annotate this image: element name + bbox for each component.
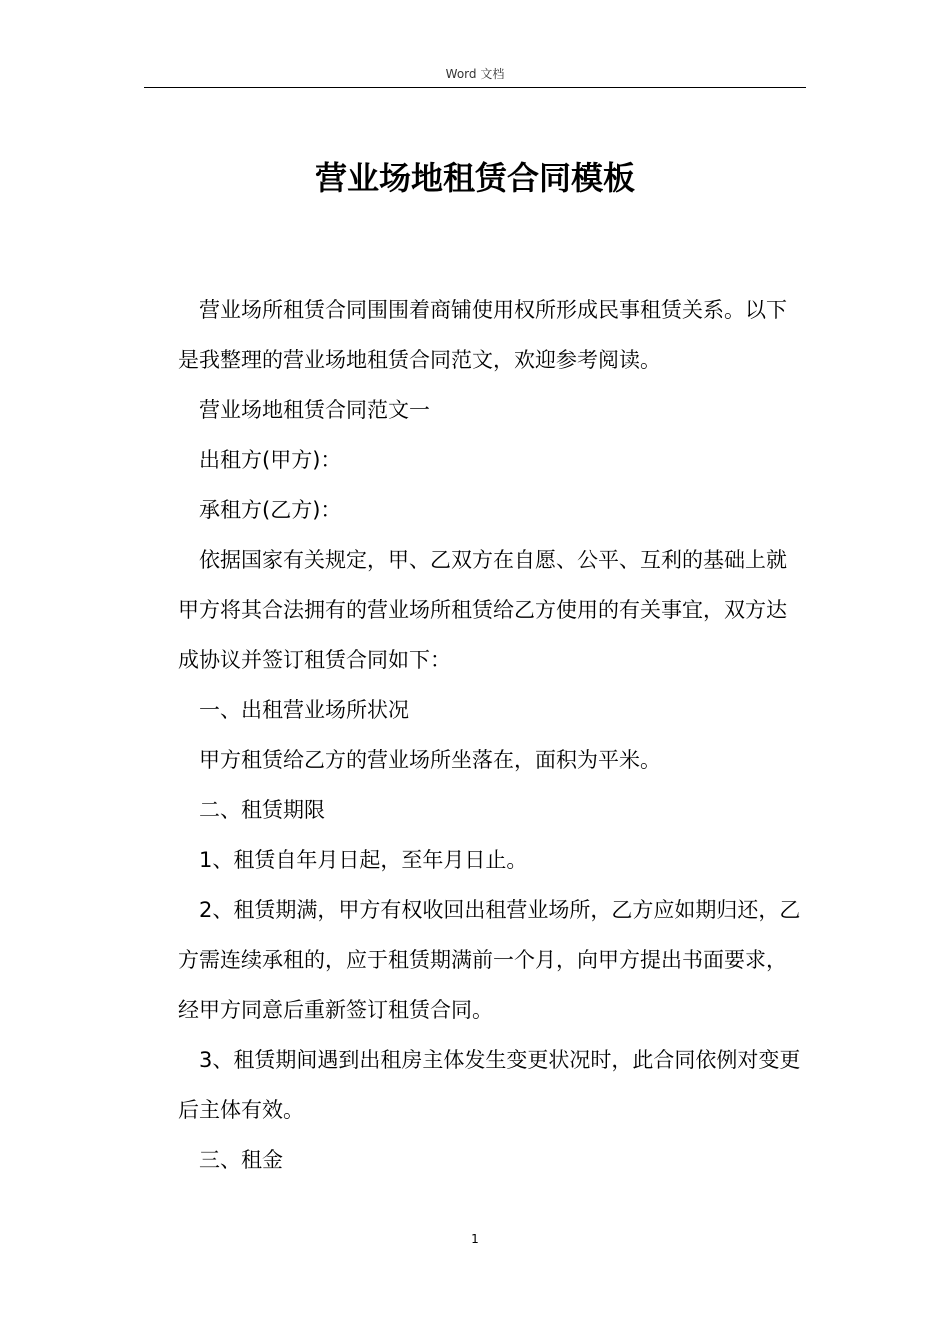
agreement-preamble: 依据国家有关规定，甲、乙双方在自愿、公平、互利的基础上就甲方将其合法拥有的营业场所租赁给乙方使用的有关事宜，双方达成协议并签订租赁合同如下：	[178, 548, 787, 672]
intro-paragraph: 营业场所租赁合同围围着商铺使用权所形成民事租赁关系。以下是我整理的营业场地租赁合同范文，欢迎参考阅读。	[178, 298, 787, 372]
page-number: 1	[471, 1232, 479, 1246]
page-header-label: Word 文档	[445, 67, 505, 81]
term-clause-1: 1、租赁自年月日起，至年月日止。	[199, 848, 528, 872]
section-heading-premises: 一、出租营业场所状况	[199, 698, 409, 722]
section-heading-rent: 三、租金	[199, 1148, 283, 1172]
term-clause-2: 2、租赁期满，甲方有权收回出租营业场所，乙方应如期归还，乙方需连续承租的，应于租赁期满前一个月，向甲方提出书面要求，经甲方同意后重新签订租赁合同。	[178, 898, 801, 1022]
header-divider	[144, 87, 806, 88]
lessor-line: 出租方(甲方)：	[199, 448, 342, 472]
section-heading-term: 二、租赁期限	[199, 798, 325, 822]
document-title: 营业场地租赁合同模板	[314, 159, 635, 197]
premises-clause: 甲方租赁给乙方的营业场所坐落在，面积为平米。	[199, 748, 661, 772]
lessee-line: 承租方(乙方)：	[199, 498, 342, 522]
sample-heading: 营业场地租赁合同范文一	[199, 398, 430, 422]
term-clause-3: 3、租赁期间遇到出租房主体发生变更状况时，此合同依例对变更后主体有效。	[178, 1048, 801, 1122]
document-body	[178, 285, 806, 1185]
